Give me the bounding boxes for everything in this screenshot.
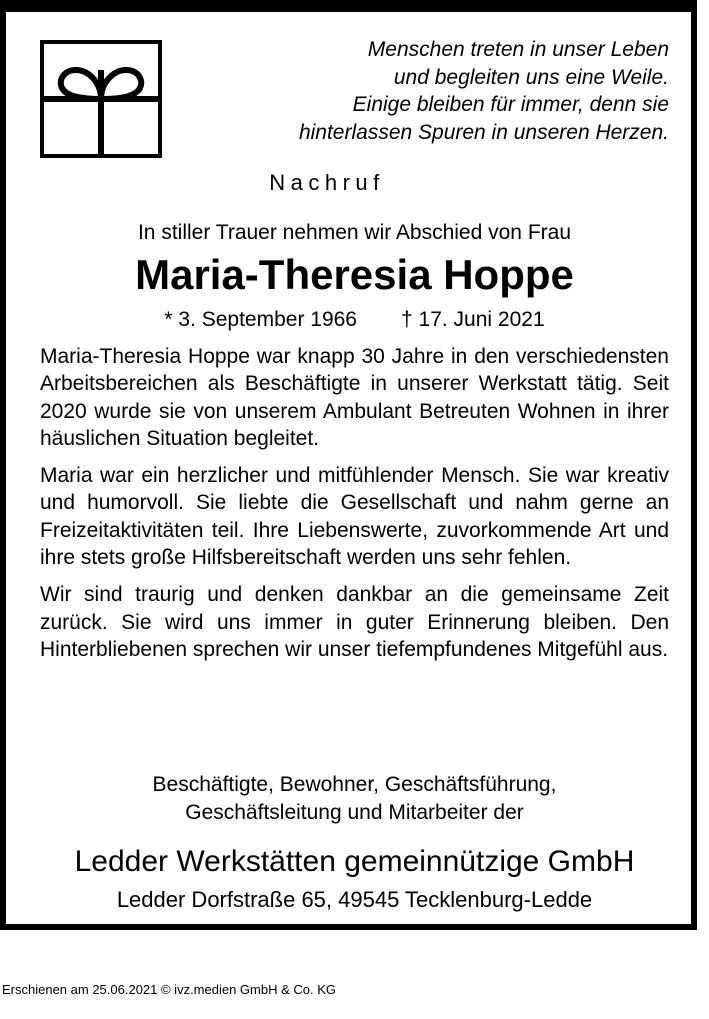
poem-line: und begleiten uns eine Weile. <box>393 65 669 89</box>
poem <box>209 36 669 146</box>
organization-name: Ledder Werkstätten gemeinnützige GmbH <box>74 845 635 878</box>
signers-line: Geschäftsleitung und Mitarbeiter der <box>185 801 524 824</box>
publication-footer: Erschienen am 25.06.2021 © ivz.medien GmbH & Co. KG <box>2 982 337 997</box>
heading <box>0 170 709 196</box>
poem-line: Menschen treten in unser Leben <box>367 38 669 61</box>
obituary-body <box>40 343 669 673</box>
signers <box>0 771 709 827</box>
heading-text: Nachruf <box>269 170 385 195</box>
birth-date: * 3. September 1966 <box>164 308 357 331</box>
organization-address: Ledder Dorfstraße 65, 49545 Tecklenburg-Ledde <box>116 887 593 912</box>
life-dates <box>0 308 709 332</box>
poem-line: hinterlassen Spuren in unseren Herzen. <box>298 120 669 144</box>
cross-window-logo-icon <box>40 40 162 158</box>
death-date: † 17. Juni 2021 <box>401 308 545 331</box>
notice-frame-top <box>0 0 697 12</box>
intro-text: In stiller Trauer nehmen wir Abschied von Frau <box>137 221 572 244</box>
deceased-name: Maria-Theresia Hoppe <box>135 251 574 298</box>
paragraph: Maria-Theresia Hoppe war knapp 30 Jahre in den verschiedensten Arbeitsbereichen als Beschäftigte in unserer Werkstatt tätig. Seit 2020 wurde sie von unserem Ambulant Betreuten Wohnen in ihrer häuslichen Situation begleitet. <box>40 345 669 450</box>
signers-line: Beschäftigte, Bewohner, Geschäftsführung, <box>152 773 557 796</box>
poem-line: Einige bleiben für immer, denn sie <box>352 93 669 116</box>
paragraph: Maria war ein herzlicher und mitfühlender Mensch. Sie war kreativ und humorvoll. Sie liebte die Gesellschaft und nahm gerne an Freizeitaktivitäten teil. Ihre Liebenswerte, zuvorkommende Art und ihre stets große Hilfsbereitschaft werden uns sehr fehlen. <box>40 464 669 570</box>
paragraph: Wir sind traurig und denken dankbar an die gemeinsame Zeit zurück. Sie wird uns immer in guter Erinnerung bleiben. Den Hinterbliebenen sprechen wir unser tiefempfundenes Mitgefühl aus. <box>40 583 669 661</box>
